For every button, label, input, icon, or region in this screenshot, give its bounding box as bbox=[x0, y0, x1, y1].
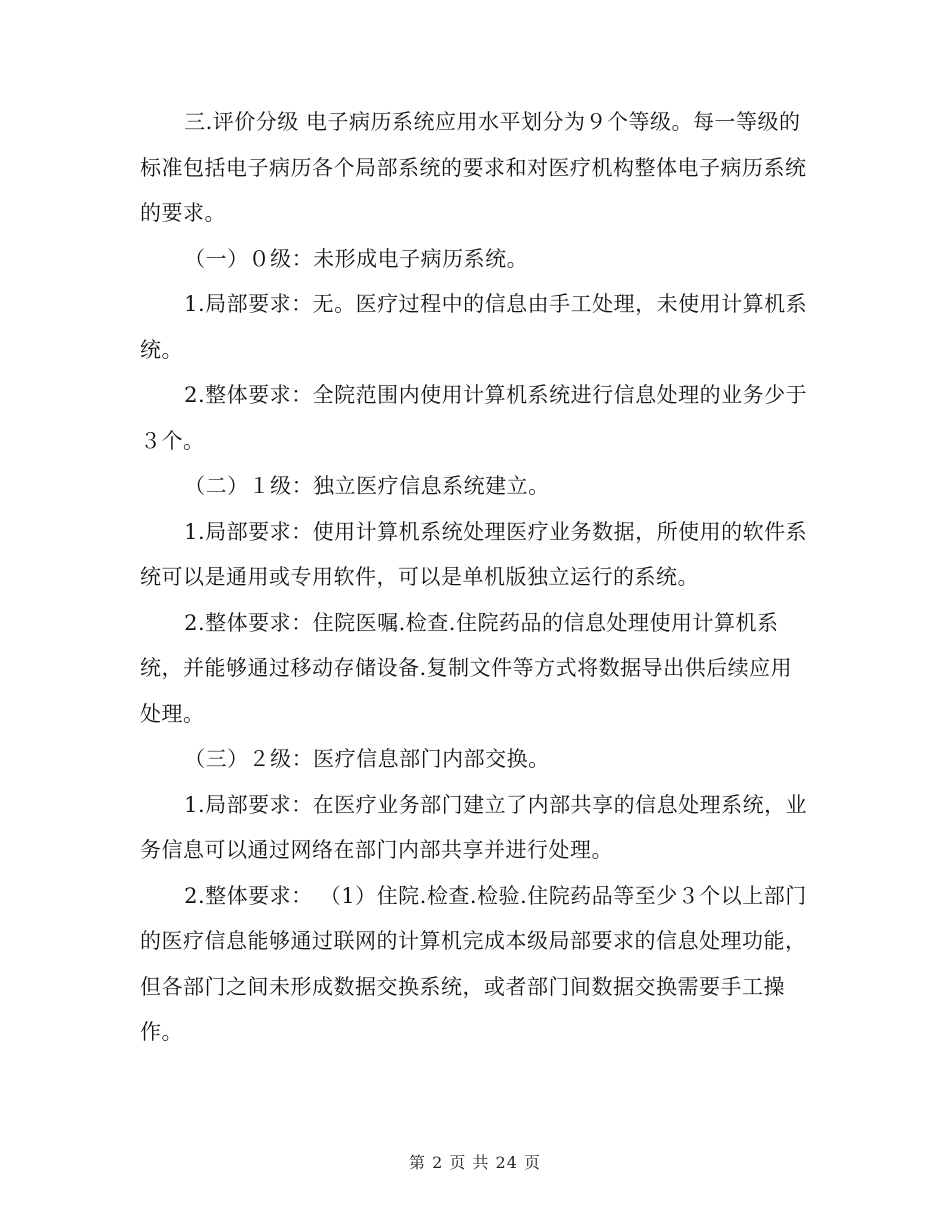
paragraph-level-2-local: 1.局部要求：在医疗业务部门建立了内部共享的信息处理系统，业务信息可以通过网络在部门内部共享并进行处理。 bbox=[140, 792, 808, 862]
page-number-footer: 第 2 页 共 24 页 bbox=[409, 1153, 541, 1172]
paragraph-evaluation-grading: 三.评价分级 电子病历系统应用水平划分为９个等级。每一等级的标准包括电子病历各个局部系统的要求和对医疗机构整体电子病历系统的要求。 bbox=[140, 110, 807, 225]
paragraph-level-2-overall: 2.整体要求： （1）住院.检查.检验.住院药品等至少３个以上部门的医疗信息能够通过联网的计算机完成本级局部要求的信息处理功能，但各部门之间未形成数据交换系统，或者部门间数据交换需要手工操作。 bbox=[140, 883, 807, 1044]
paragraph-level-0-overall: 2.整体要求：全院范围内使用计算机系统进行信息处理的业务少于３个。 bbox=[140, 383, 808, 453]
heading-level-2: （三）２级：医疗信息部门内部交换。 bbox=[184, 747, 550, 771]
paragraph-level-0-local: 1.局部要求：无。医疗过程中的信息由手工处理，未使用计算机系统。 bbox=[140, 292, 808, 362]
paragraph-level-1-local: 1.局部要求：使用计算机系统处理医疗业务数据，所使用的软件系统可以是通用或专用软件，可以是单机版独立运行的系统。 bbox=[140, 519, 808, 589]
document-body bbox=[140, 100, 810, 1056]
heading-level-0: （一）０级：未形成电子病历系统。 bbox=[184, 246, 529, 271]
paragraph-level-1-overall: 2.整体要求：住院医嘱.检查.住院药品的信息处理使用计算机系统，并能够通过移动存储设备.复制文件等方式将数据导出供后续应用处理。 bbox=[140, 610, 793, 726]
heading-level-1: （二）１级：独立医疗信息系统建立。 bbox=[184, 474, 550, 498]
